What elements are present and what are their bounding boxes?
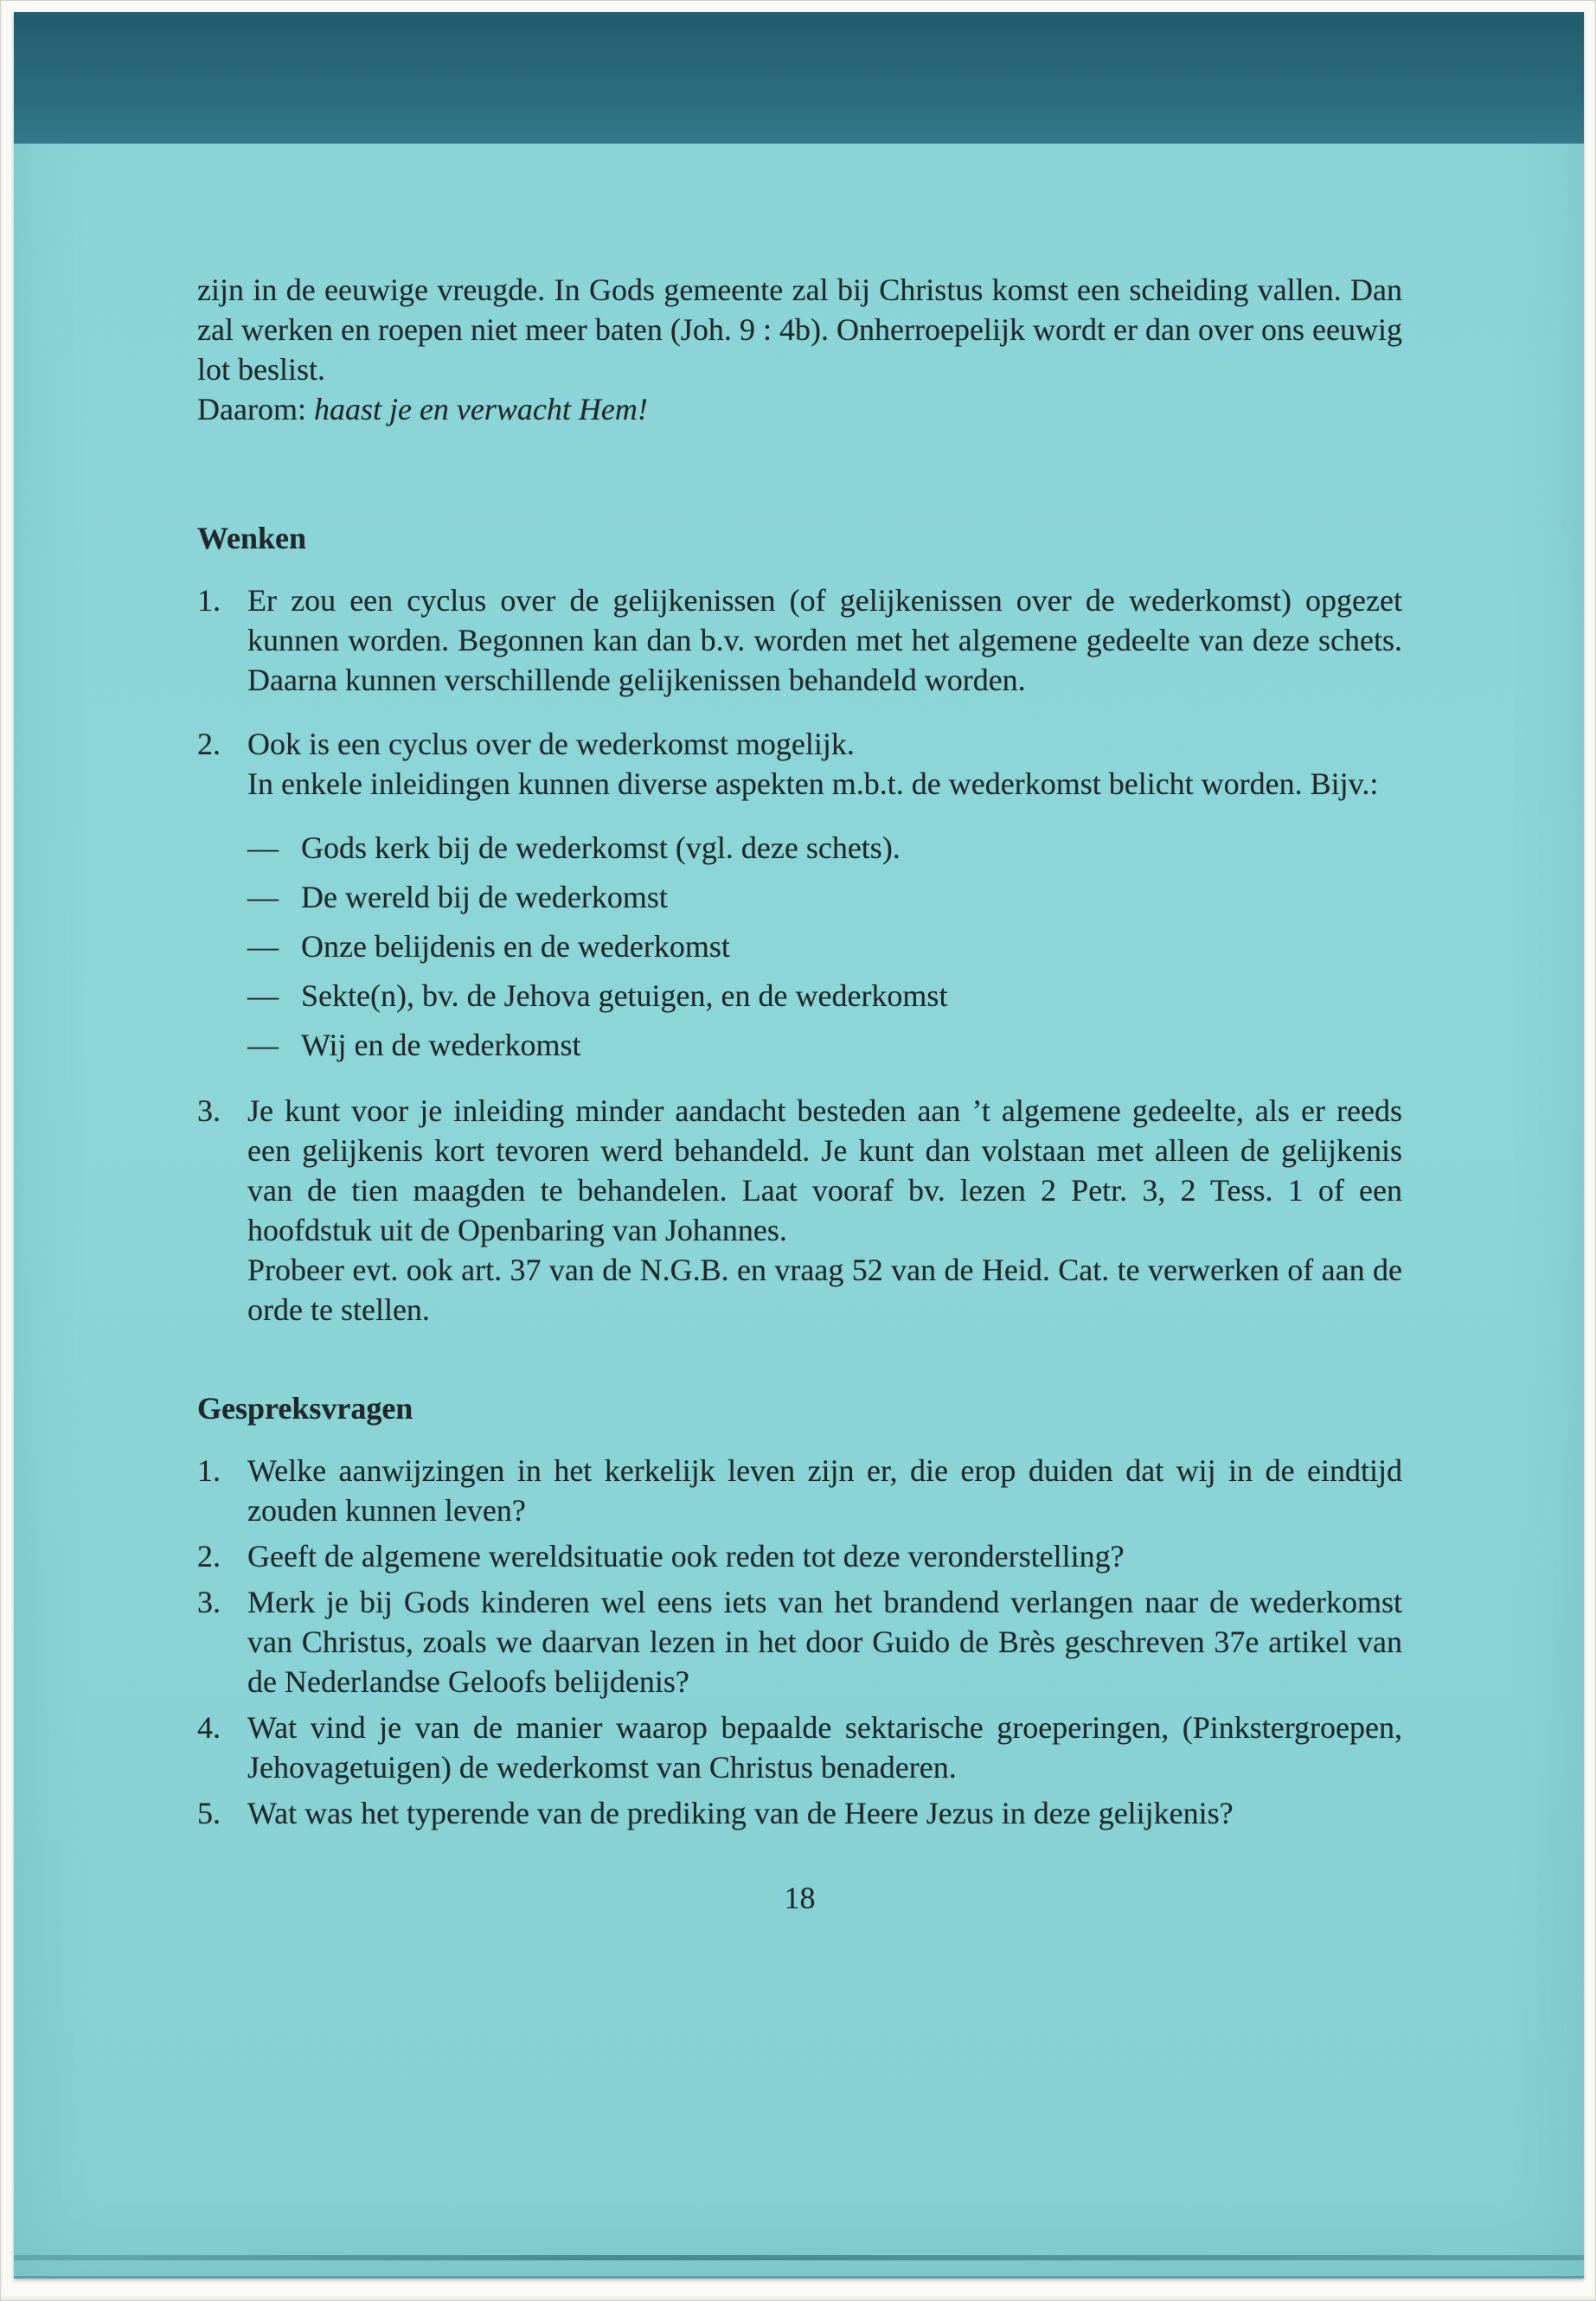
question-item bbox=[197, 1793, 1402, 1833]
dash-item-text: De wereld bij de wederkomst bbox=[301, 880, 668, 914]
intro-text: zijn in de eeuwige vreugde. In Gods gemeente zal bij Christus komst een scheiding vallen. Dan zal werken en roepen niet meer baten (Joh. 9 : 4b). Onherroepelijk wordt er dan over ons eeuwig lot beslist. bbox=[197, 272, 1402, 387]
numbered-item bbox=[197, 724, 1402, 804]
question-item bbox=[197, 1536, 1402, 1576]
item-marker: 4. bbox=[197, 1710, 221, 1745]
dash-marker-icon: — bbox=[247, 978, 279, 1013]
item-marker: 1. bbox=[197, 583, 221, 618]
question-text: Welke aanwijzingen in het kerkelijk leven zijn er, die erop duiden dat wij in de eindtijd zouden kunnen leven? bbox=[247, 1453, 1402, 1528]
question-item bbox=[197, 1582, 1402, 1702]
item-marker: 5. bbox=[197, 1796, 221, 1830]
question-text: Wat was het typerende van de prediking van de Heere Jezus in deze gelijkenis? bbox=[247, 1796, 1234, 1830]
dash-marker-icon: — bbox=[247, 929, 279, 964]
section-gespreksvragen bbox=[197, 1388, 1402, 1833]
page-content bbox=[14, 144, 1584, 1918]
intro-italic-text: haast je en verwacht Hem! bbox=[313, 392, 648, 426]
item-marker: 3. bbox=[197, 1093, 221, 1128]
page-number: 18 bbox=[784, 1881, 816, 1915]
dash-item bbox=[247, 1025, 1402, 1065]
question-text: Wat vind je van de manier waarop bepaalde sektarische groeperingen, (Pinkstergroepen, Jehovagetuigen) de wederkomst van Christus benaderen. bbox=[247, 1710, 1402, 1785]
question-text: Geeft de algemene wereldsituatie ook reden tot deze veronderstelling? bbox=[247, 1539, 1125, 1574]
dash-list bbox=[247, 828, 1402, 1065]
dash-item bbox=[247, 926, 1402, 966]
document-page bbox=[14, 12, 1584, 2279]
dash-marker-icon: — bbox=[247, 830, 279, 865]
scan-bottom-line bbox=[14, 2255, 1584, 2260]
dash-marker-icon: — bbox=[247, 880, 279, 914]
item-text-line: In enkele inleidingen kunnen diverse aspekten m.b.t. de wederkomst belicht worden. Bijv.: bbox=[247, 766, 1379, 801]
item-marker: 2. bbox=[197, 1539, 221, 1574]
intro-paragraph bbox=[197, 270, 1402, 429]
dash-item-text: Wij en de wederkomst bbox=[301, 1028, 581, 1062]
item-text-line: Probeer evt. ook art. 37 van de N.G.B. en vraag 52 van de Heid. Cat. te verwerken of aan de orde te stellen. bbox=[247, 1253, 1402, 1327]
dash-item-text: Gods kerk bij de wederkomst (vgl. deze schets). bbox=[301, 830, 901, 865]
dash-item-text: Onze belijdenis en de wederkomst bbox=[301, 929, 730, 964]
dash-item-text: Sekte(n), bv. de Jehova getuigen, en de wederkomst bbox=[301, 978, 948, 1013]
intro-daarom: Daarom: bbox=[197, 392, 314, 426]
question-text: Merk je bij Gods kinderen wel eens iets van het brandend verlangen naar de wederkomst van Christus, zoals we daarvan lezen in het door Guido de Brès geschreven 37e artikel van de Nederlandse Geloofs belijdenis? bbox=[247, 1585, 1402, 1699]
dash-item bbox=[247, 976, 1402, 1016]
dash-item bbox=[247, 828, 1402, 868]
item-text bbox=[247, 724, 1402, 804]
item-text: Er zou een cyclus over de gelijkenissen (of gelijkenissen over de wederkomst) opgezet kunnen worden. Begonnen kan dan b.v. worden met het algemene gedeelte van deze schets. Daarna kunnen verschillende gelijkenissen behandeld worden. bbox=[247, 583, 1402, 697]
section-heading-gespreksvragen: Gespreksvragen bbox=[197, 1391, 413, 1426]
item-text-line: Ook is een cyclus over de wederkomst mogelijk. bbox=[247, 727, 855, 761]
item-marker: 3. bbox=[197, 1585, 221, 1619]
item-text-line: Je kunt voor je inleiding minder aandacht besteden aan ’t algemene gedeelte, als er reeds een gelijkenis kort tevoren werd behandeld. Je kunt dan volstaan met alleen de gelijkenis van de tien maagden te behandelen. Laat vooraf bv. lezen 2 Petr. 3, 2 Tess. 1 of een hoofdstuk uit de Openbaring van Johannes. bbox=[247, 1093, 1402, 1247]
item-marker: 1. bbox=[197, 1453, 221, 1488]
item-marker: 2. bbox=[197, 727, 221, 761]
item-text bbox=[247, 1091, 1402, 1330]
numbered-item bbox=[197, 580, 1402, 700]
numbered-item bbox=[197, 1091, 1402, 1330]
dash-item bbox=[247, 877, 1402, 917]
dash-marker-icon: — bbox=[247, 1028, 279, 1062]
section-wenken bbox=[197, 518, 1402, 1330]
question-item bbox=[197, 1451, 1402, 1530]
section-heading-wenken: Wenken bbox=[197, 521, 307, 555]
page-top-band bbox=[14, 12, 1584, 144]
question-item bbox=[197, 1708, 1402, 1787]
